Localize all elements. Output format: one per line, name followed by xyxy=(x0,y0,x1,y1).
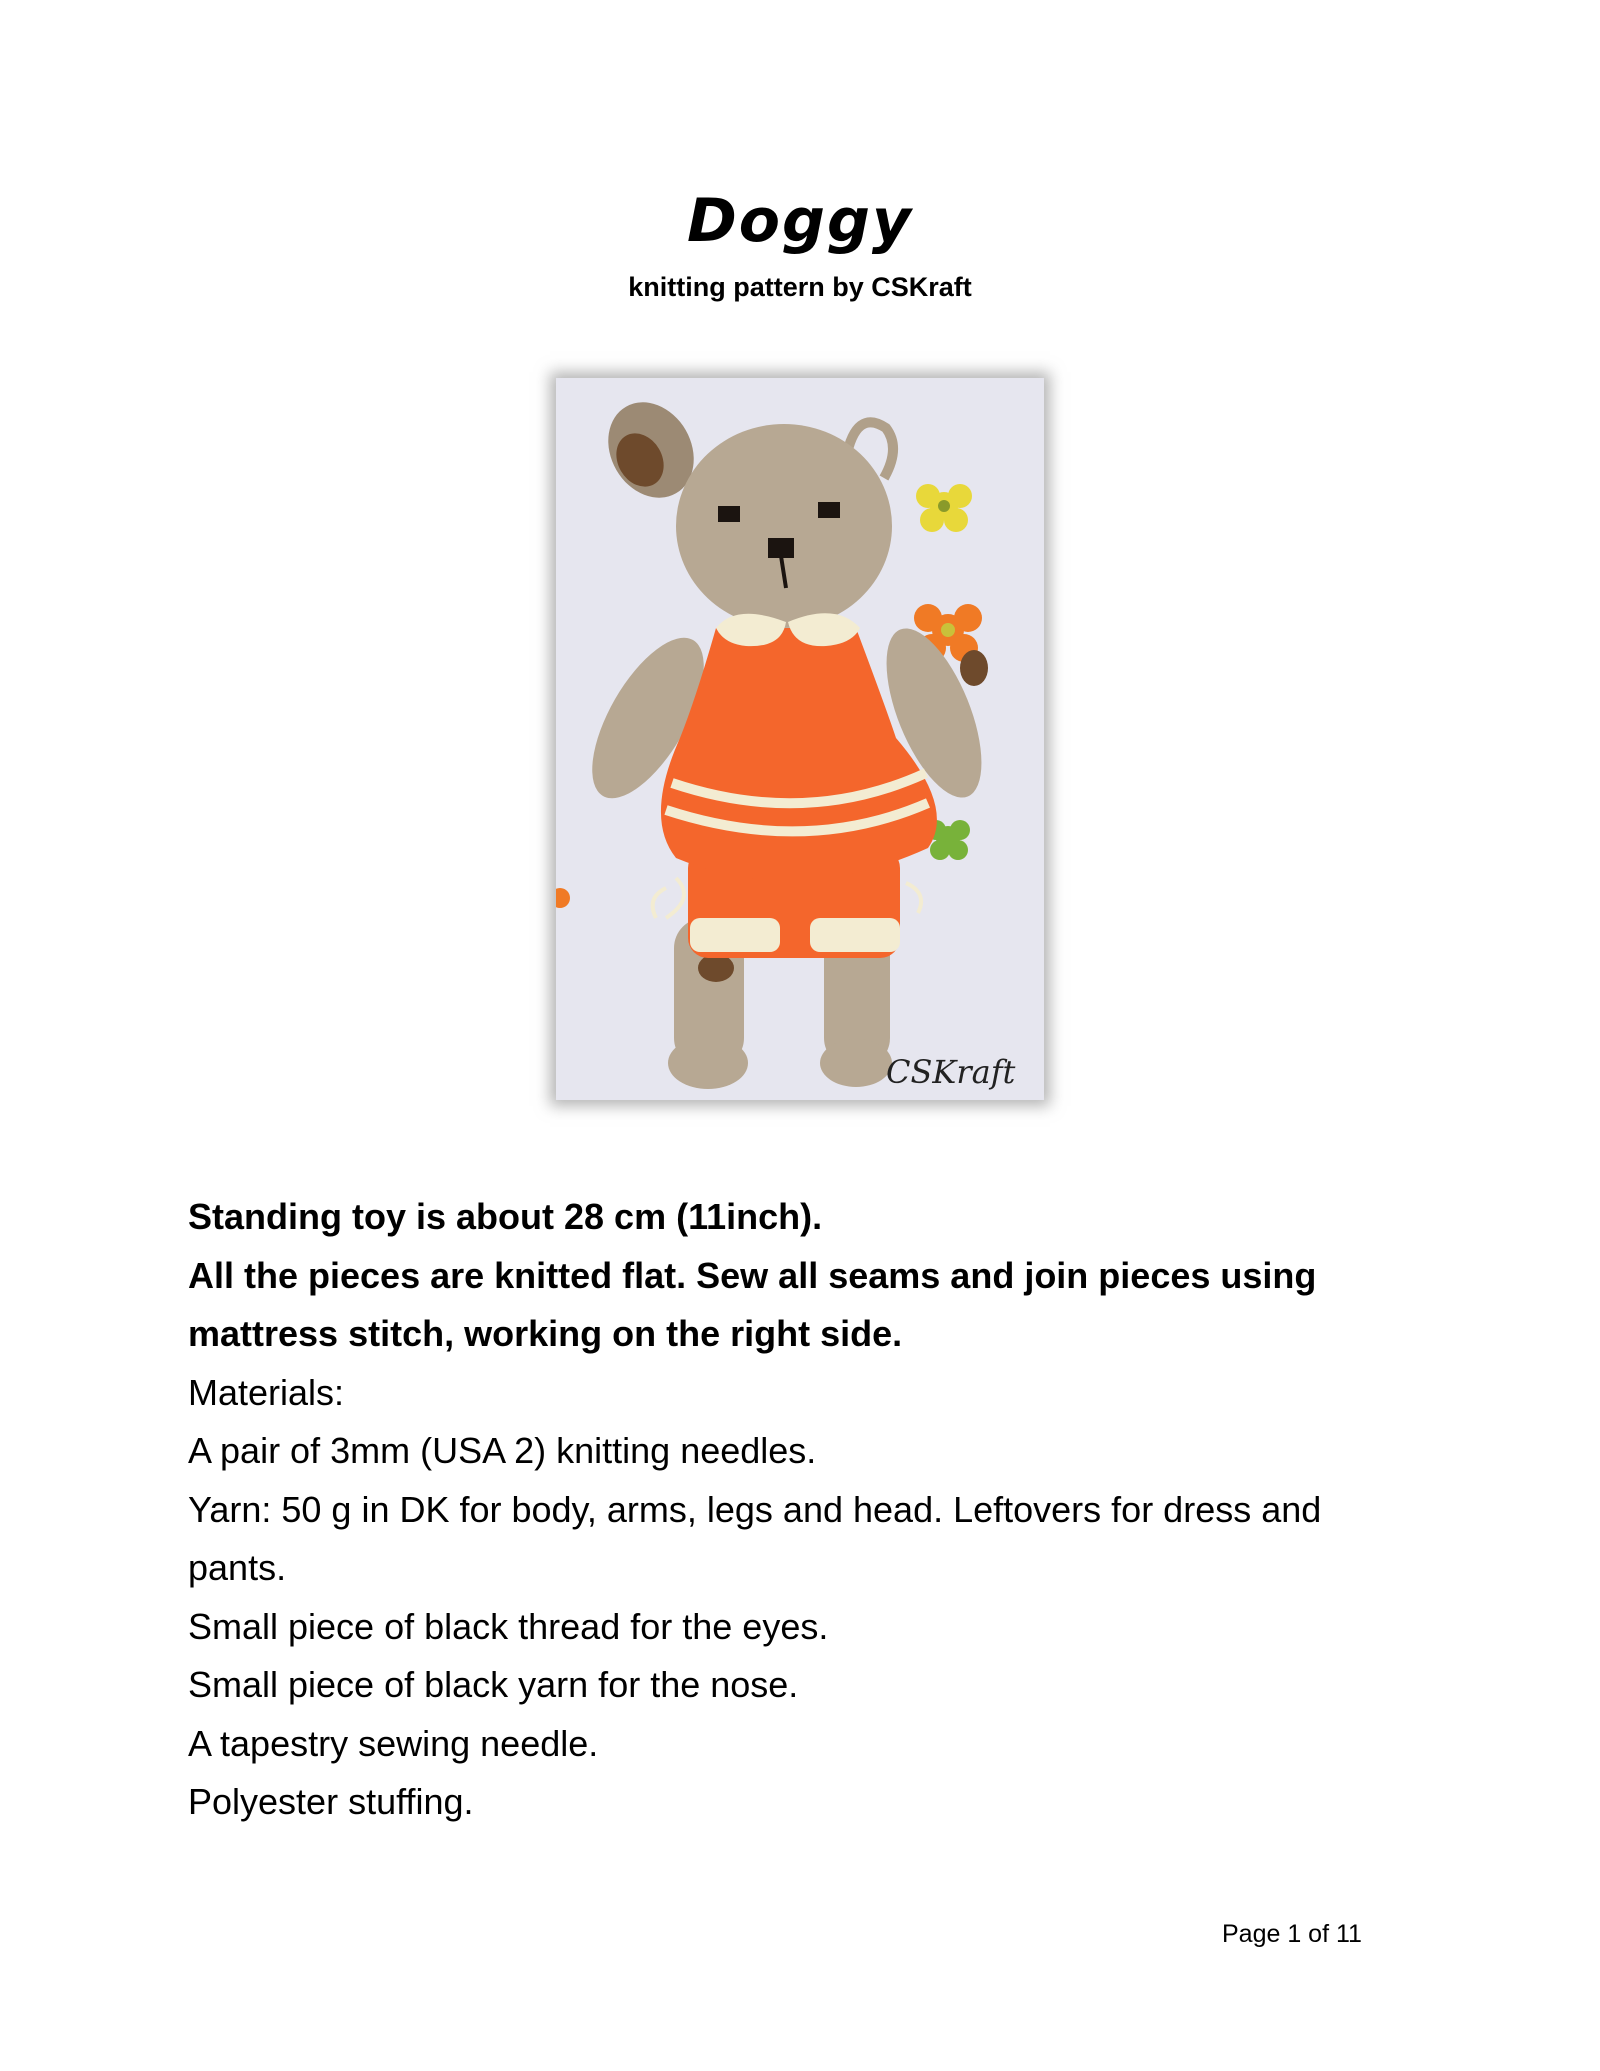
materials-item-stuffing: Polyester stuffing. xyxy=(188,1781,474,1822)
knitted-dog-illustration xyxy=(556,378,1044,1100)
document-body xyxy=(188,1188,1428,1832)
size-note: Standing toy is about 28 cm (11inch). xyxy=(188,1196,823,1237)
materials-item-sewing-needle: A tapestry sewing needle. xyxy=(188,1722,599,1764)
materials-item-nose-yarn: Small piece of black yarn for the nose. xyxy=(188,1664,799,1705)
materials-heading: Materials: xyxy=(188,1371,345,1413)
right-eye xyxy=(818,502,840,518)
photo-watermark: CSKraft xyxy=(886,1053,1016,1091)
materials-item-thread: Small piece of black thread for the eyes. xyxy=(188,1605,829,1647)
materials-item-yarn: Yarn: 50 g in DK for body, arms, legs and head. Leftovers for dress and pants. xyxy=(188,1488,1322,1588)
nose xyxy=(768,538,794,558)
document-title: Doggy xyxy=(686,186,914,256)
left-eye xyxy=(718,506,740,522)
page-number: Page 1 of 11 xyxy=(1222,1920,1362,1948)
toy-photo xyxy=(556,378,1044,1100)
materials-item-needles: A pair of 3mm (USA 2) knitting needles. xyxy=(188,1430,817,1471)
dog-head xyxy=(676,424,892,628)
construction-note: All the pieces are knitted flat. Sew all seams and join pieces using mattress stitch, working on the right side. xyxy=(188,1254,1317,1354)
document-subtitle: knitting pattern by CSKraft xyxy=(628,272,972,302)
